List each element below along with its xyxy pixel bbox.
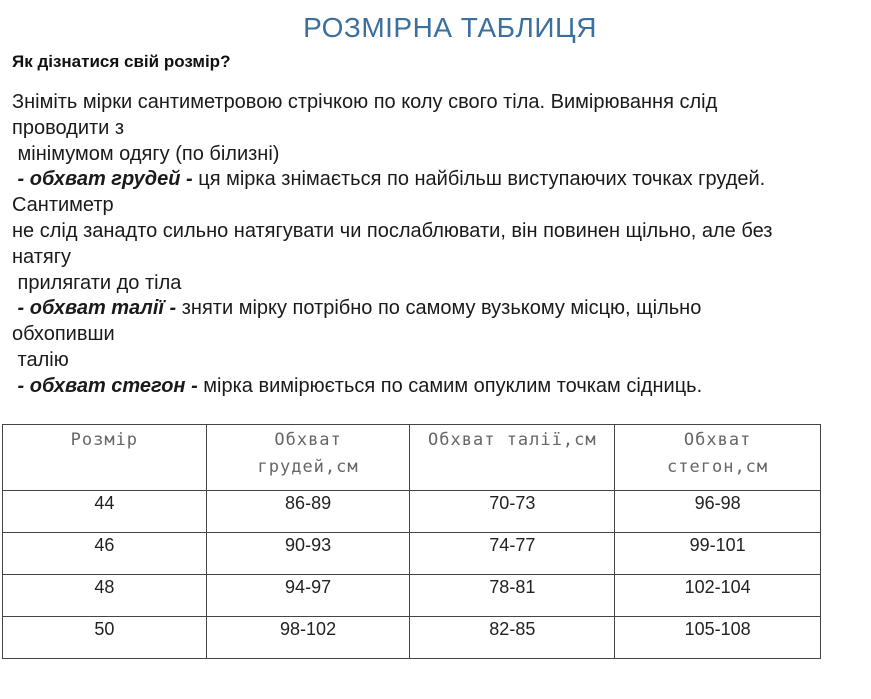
cell-chest: 98-102 [206, 617, 410, 659]
cell-chest: 94-97 [206, 575, 410, 617]
waist-text: талію [12, 348, 69, 371]
intro-line: проводити з [12, 116, 125, 139]
table-row [3, 617, 821, 659]
chest-text: не слід занадто сильно натягувати чи послаблювати, він повинен щільно, але без [12, 219, 773, 242]
chest-instruction [12, 167, 867, 193]
intro-line: Зніміть мірки сантиметровою стрічкою по колу свого тіла. Вимірювання слід [12, 91, 718, 113]
cell-hips: 99-101 [615, 533, 821, 575]
cell-size: 50 [3, 617, 207, 659]
cell-waist: 70-73 [410, 491, 615, 533]
cell-size: 44 [3, 491, 207, 533]
measurement-instructions [12, 90, 867, 400]
header-waist: Обхват талії,см [410, 425, 615, 491]
header-size: Розмір [3, 425, 207, 491]
chest-text: Сантиметр [12, 194, 114, 217]
hips-term: - обхват стегон - [12, 374, 198, 397]
waist-term: - обхват талії - [12, 297, 177, 320]
header-hips-line1: Обхват [683, 430, 752, 450]
waist-instruction [12, 296, 867, 322]
cell-hips: 96-98 [615, 491, 821, 533]
cell-hips: 102-104 [615, 575, 821, 617]
header-chest-line1: Обхват [274, 430, 342, 450]
cell-waist: 78-81 [410, 575, 615, 617]
section-heading: Як дізнатися свій розмір? [12, 52, 231, 71]
cell-chest: 86-89 [206, 491, 410, 533]
header-chest-line2: грудей,см [257, 457, 359, 477]
cell-hips: 105-108 [615, 617, 821, 659]
waist-text: зняти мірку потрібно по самому вузькому місцю, щільно [176, 297, 702, 320]
table-row [3, 491, 821, 533]
waist-text: обхопивши [12, 323, 115, 346]
header-hips-line2: стегон,см [667, 457, 769, 477]
chest-term: - обхват грудей - [12, 168, 193, 191]
cell-size: 48 [3, 575, 207, 617]
cell-chest: 90-93 [206, 533, 410, 575]
chest-text: прилягати до тіла [12, 271, 182, 294]
chest-text: ця мірка знімається по найбільш виступаючих точках грудей. [192, 168, 766, 191]
hips-text: мірка вимірюється по самим опуклим точкам сідниць. [197, 374, 703, 397]
cell-waist: 74-77 [410, 533, 615, 575]
hips-instruction [12, 374, 867, 400]
header-chest [206, 425, 410, 491]
cell-waist: 82-85 [410, 617, 615, 659]
intro-line: мінімумом одягу (по білизні) [12, 142, 280, 165]
table-row [3, 575, 821, 617]
cell-size: 46 [3, 533, 207, 575]
page-title: РОЗМІРНА ТАБЛИЦЯ [303, 12, 597, 43]
size-table [2, 424, 821, 659]
chest-text: натягу [12, 245, 72, 268]
table-row [3, 533, 821, 575]
header-hips [615, 425, 821, 491]
table-header-row [3, 425, 821, 491]
